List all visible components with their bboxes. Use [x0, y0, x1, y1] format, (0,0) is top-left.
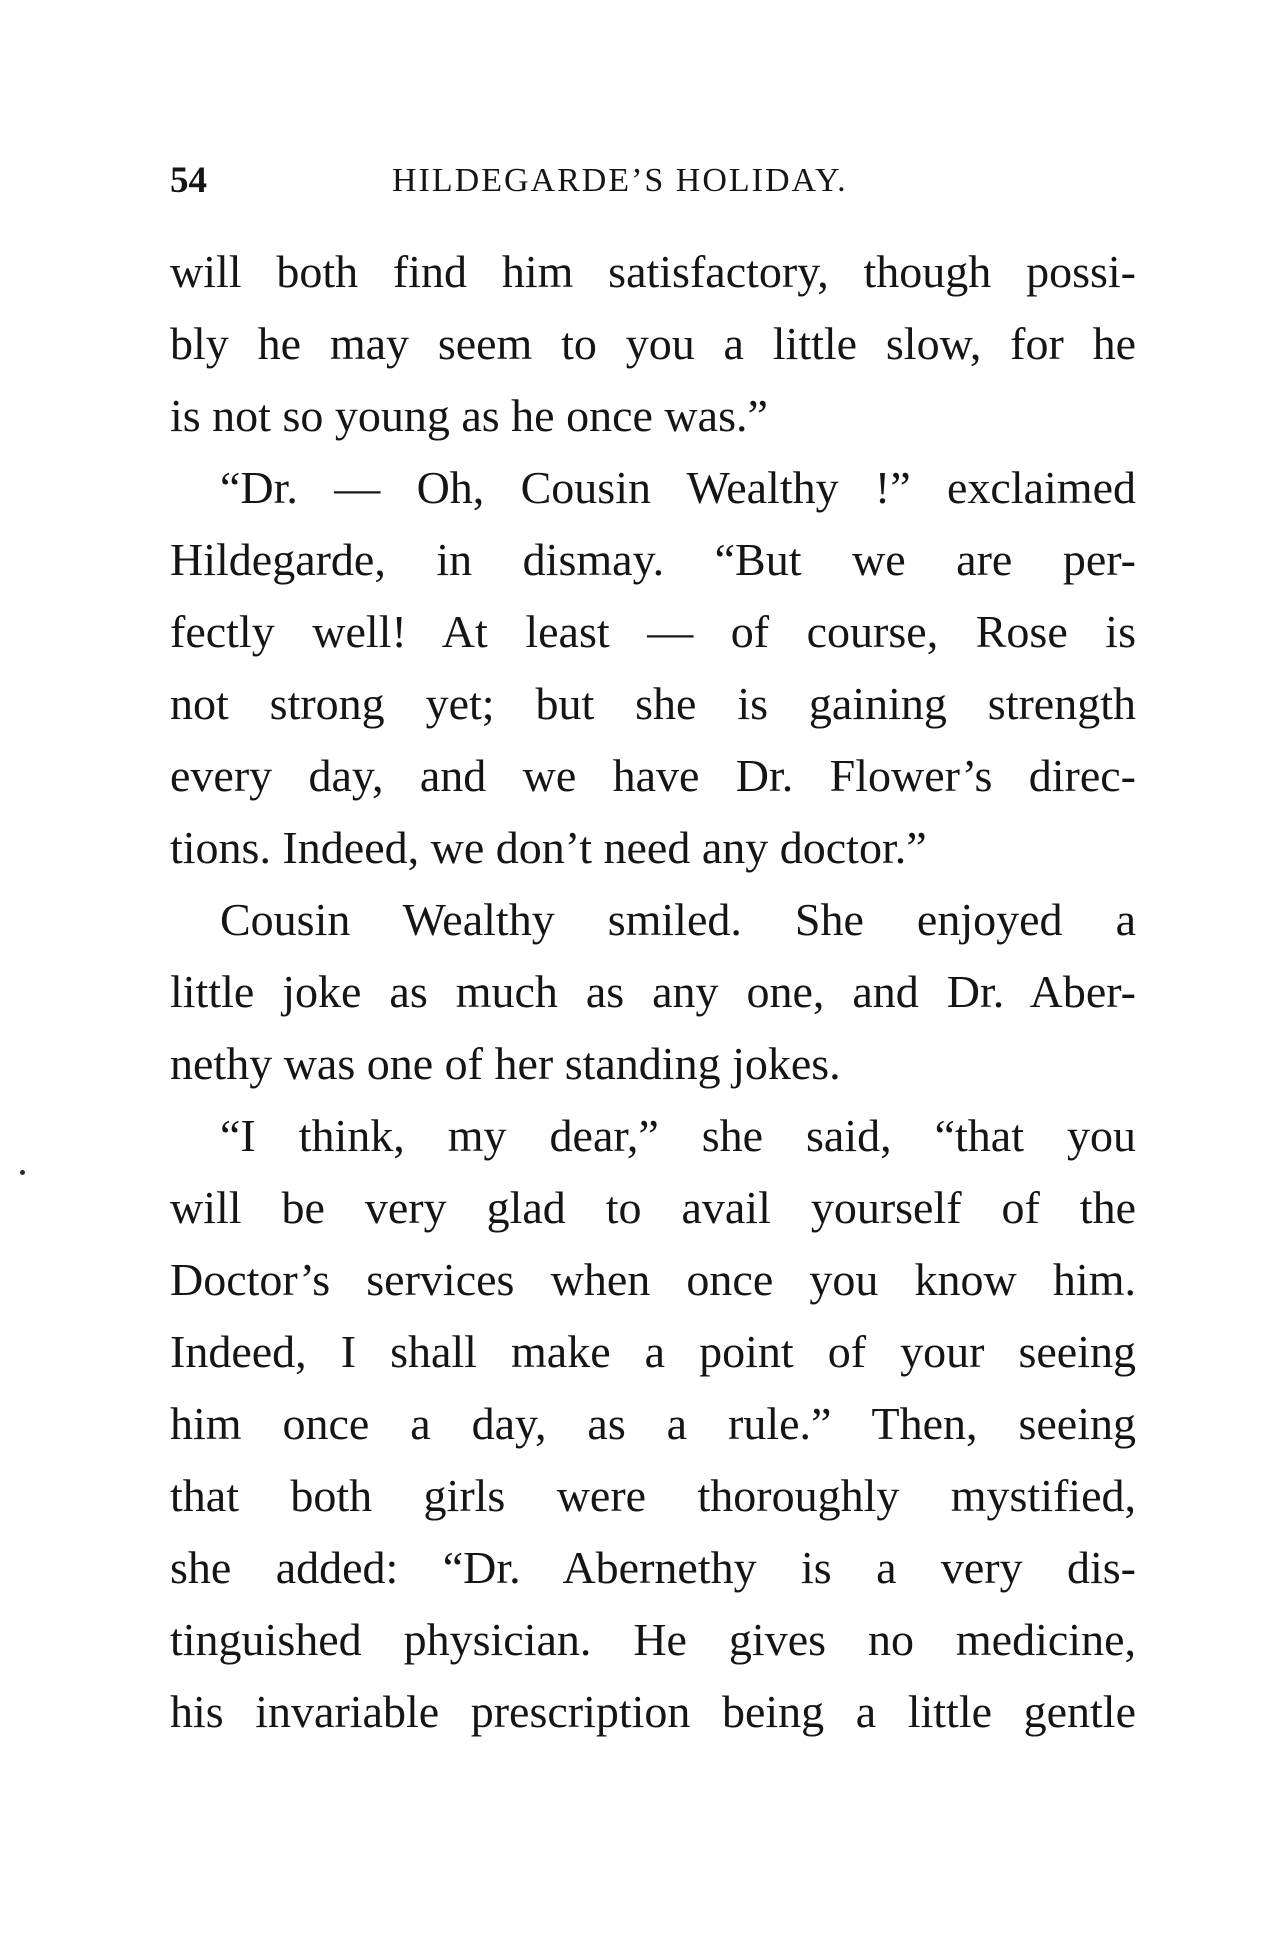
- running-title: HILDEGARDE’S HOLIDAY.: [392, 162, 848, 199]
- page-header: [170, 156, 1140, 206]
- text-line: is not so young as he once was.”: [170, 390, 768, 441]
- print-speck: [20, 1170, 25, 1175]
- text-line: every day, and we have Dr. Flower’s direc-: [170, 750, 1136, 801]
- text-line: Hildegarde, in dismay. “But we are per-: [170, 534, 1136, 585]
- text-line: tinguished physician. He gives no medicine,: [170, 1614, 1136, 1665]
- text-line: fectly well! At least — of course, Rose is: [170, 606, 1136, 657]
- text-line: bly he may seem to you a little slow, for he: [170, 318, 1136, 369]
- text-line: will be very glad to avail yourself of the: [170, 1182, 1136, 1233]
- text-line: nethy was one of her standing jokes.: [170, 1038, 841, 1089]
- text-line: him once a day, as a rule.” Then, seeing: [170, 1398, 1136, 1449]
- body-text: [170, 236, 1136, 1748]
- text-line: “Dr. — Oh, Cousin Wealthy !” exclaimed: [220, 462, 1136, 513]
- page-number: 54: [170, 160, 207, 201]
- text-line: little joke as much as any one, and Dr. Aber-: [170, 966, 1136, 1017]
- text-line: will both find him satisfactory, though possi-: [170, 246, 1136, 297]
- text-line: not strong yet; but she is gaining strength: [170, 678, 1136, 729]
- text-line: “I think, my dear,” she said, “that you: [220, 1110, 1136, 1161]
- text-line: Cousin Wealthy smiled. She enjoyed a: [220, 894, 1136, 945]
- text-line: Doctor’s services when once you know him.: [170, 1254, 1136, 1305]
- text-line: his invariable prescription being a little gentle: [170, 1686, 1136, 1737]
- text-line: tions. Indeed, we don’t need any doctor.”: [170, 822, 927, 873]
- text-line: that both girls were thoroughly mystified,: [170, 1470, 1136, 1521]
- text-line: Indeed, I shall make a point of your seeing: [170, 1326, 1136, 1377]
- text-line: she added: “Dr. Abernethy is a very dis-: [170, 1542, 1136, 1593]
